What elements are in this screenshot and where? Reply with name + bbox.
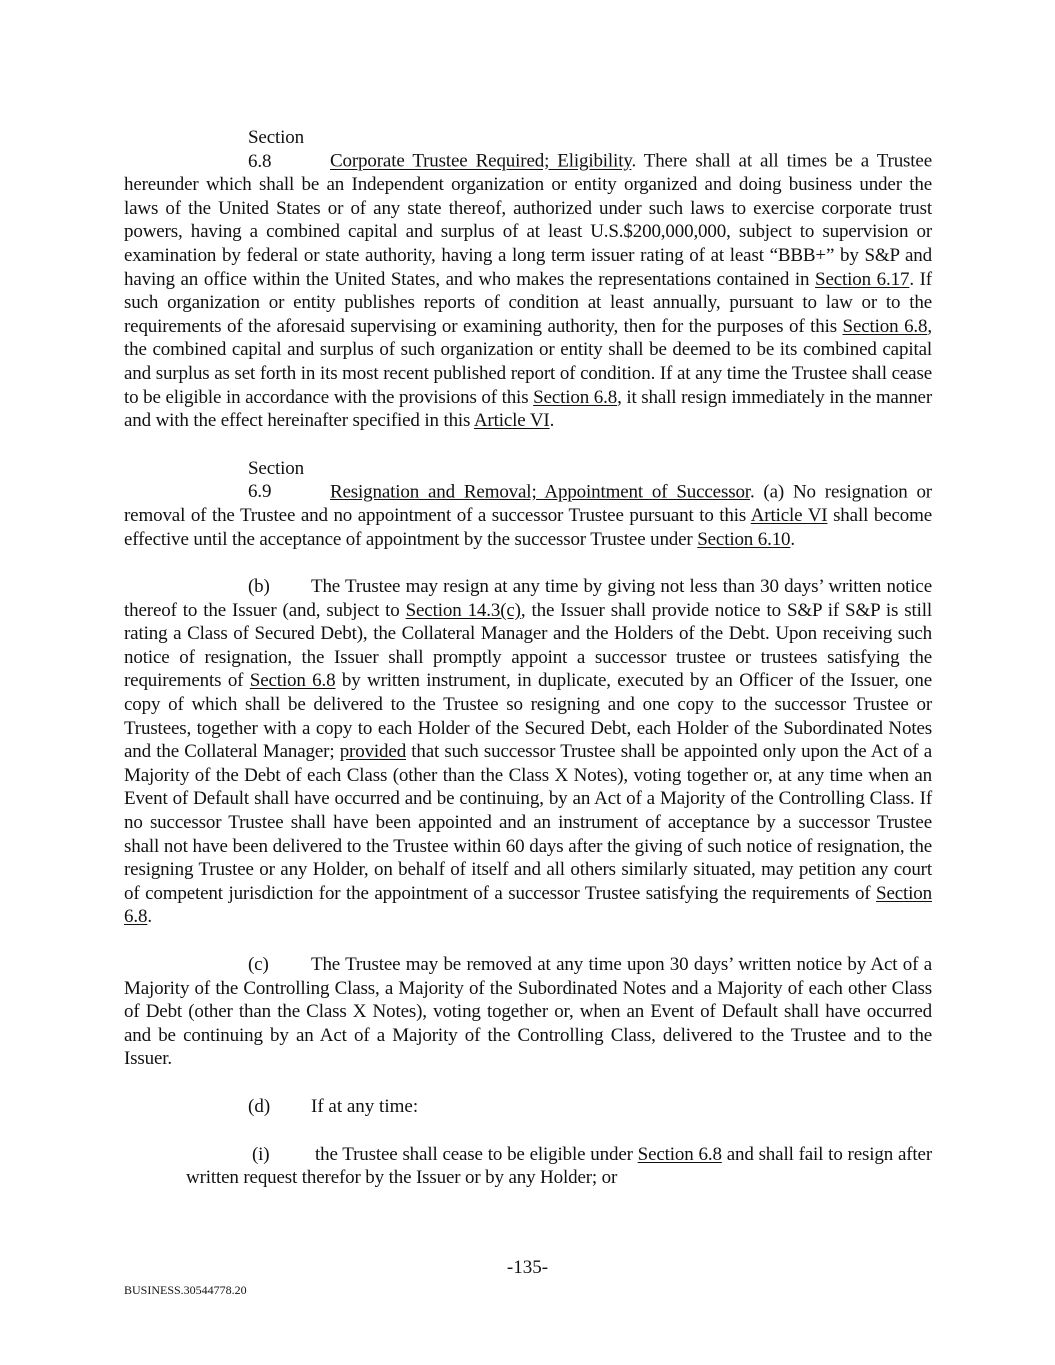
section-14-3-c-link[interactable]: Section 14.3(c) <box>405 599 521 621</box>
section-6-9-label: Section 6.9 <box>248 457 304 503</box>
section-6-17-link[interactable]: Section 6.17 <box>815 268 910 290</box>
clause-b-label: (b) <box>248 576 270 598</box>
section-6-8-text: , the combined capital and surplus of such organization or entity shall be deemed to be its combined capital and surplus as set forth in its most recent published report of condition. If at any time the Trustee shall cease to be eligible in accordance with the provisions of this <box>124 315 932 408</box>
section-6-8-title: Corporate Trustee Required; Eligibility <box>330 150 632 172</box>
section-6-8-text: . If such organization or entity publishes reports of condition at least annually, pursuant to law or to the requirements of the aforesaid supervising or examining authority, then for the purposes of this <box>124 268 932 337</box>
clause-d-i-paragraph <box>124 1143 932 1190</box>
article-vi-link[interactable]: Article VI <box>473 410 550 432</box>
clause-d-text: If at any time: <box>311 1095 419 1117</box>
clause-b-text: , the Issuer shall provide notice to S&P if S&P is still rating a Class of Secured Debt), the Collateral Manager and the Holders of the Debt. Upon receiving such notice of resignation, the Issuer shall promptly appoint a successor trustee or trustees satisfying the requirements of <box>124 599 932 692</box>
clause-d-paragraph <box>124 1095 932 1119</box>
clause-c-paragraph <box>124 953 932 1071</box>
clause-d-i-label: (i) <box>252 1143 270 1165</box>
page-number: -135- <box>506 1257 549 1278</box>
section-6-8-link[interactable]: Section 6.8 <box>637 1143 722 1165</box>
section-6-9-text: . (a) No resignation or removal of the Trustee and no appointment of a successor Trustee pursuant to this <box>124 481 932 526</box>
section-6-9-text: . <box>790 528 796 550</box>
clause-b-text: by written instrument, in duplicate, executed by an Officer of the Issuer, one copy of which shall be delivered to the Trustee so resigning and one copy to the successor Trustee or Trustees, together with a copy to each Holder of the Secured Debt, each Holder of the Subordinated Notes and the Collateral Manager; <box>124 670 932 763</box>
clause-b-text: The Trustee may resign at any time by giving not less than 30 days’ written notice thereof to the Issuer (and, subject to <box>124 576 932 621</box>
clause-d-label: (d) <box>248 1095 271 1117</box>
clause-b-text: . <box>147 906 152 928</box>
section-6-8-label: Section 6.8 <box>248 127 304 172</box>
section-6-8-text: . <box>549 410 555 432</box>
clause-c-label: (c) <box>248 954 269 975</box>
clause-d-i-text: the Trustee shall cease to be eligible under <box>315 1143 638 1165</box>
section-6-8-text: , it shall resign immediately in the manner and with the effect hereinafter specified in this <box>124 386 933 432</box>
provided-term: provided <box>339 741 407 763</box>
clause-d-i-text: and shall fail to resign after written request therefor by the Issuer or by any Holder; or <box>186 1143 933 1189</box>
clause-c-text: The Trustee may be removed at any time upon 30 days’ written notice by Act of a Majority of the Controlling Class, a Majority of the Subordinated Notes and a Majority of each other Class of Debt (other than the Class X Notes), voting together or, when an Event of Default shall have occurred and be continuing by an Act of a Majority of the Controlling Class, delivered to the Trustee and to the Issuer. <box>124 954 932 1070</box>
section-6-8-link[interactable]: Section 6.8 <box>124 882 932 928</box>
article-vi-link[interactable]: Article VI <box>750 504 828 526</box>
section-6-8-link[interactable]: Section 6.8 <box>249 670 336 692</box>
section-6-8-link[interactable]: Section 6.8 <box>533 386 618 408</box>
document-page <box>124 126 932 1214</box>
clause-b-paragraph <box>124 575 932 929</box>
section-6-8-text: . There shall at all times be a Trustee hereunder which shall be an Independent organization or entity organized and doing business under the laws of the United States or of any state thereof, authorized under such laws to exercise corporate trust powers, having a combined capital and surplus of at least U.S.$200,000,000, subject to supervision or examination by federal or state authority, having a long term issuer rating of at least “BBB+” by S&P and having an office within the United States, and who makes the representations contained in <box>124 150 932 290</box>
clause-b-text: that such successor Trustee shall be appointed only upon the Act of a Majority of the Debt of each Class (other than the Class X Notes), voting together or, at any time when an Event of Default shall have occurred and be continuing, by an Act of a Majority of the Controlling Class. If no successor Trustee shall have been appointed and an instrument of acceptance by a successor Trustee shall not have been delivered to the Trustee within 60 days after the giving of such notice of resignation, the resigning Trustee or any Holder, on behalf of itself and all others similarly situated, may petition any court of competent jurisdiction for the appointment of a successor Trustee satisfying the requirements of <box>124 741 932 904</box>
section-6-9-text: shall become effective until the acceptance of appointment by the successor Trustee under <box>124 504 932 550</box>
section-6-9-paragraph <box>124 457 932 551</box>
section-6-9-title: Resignation and Removal; Appointment of Successor <box>330 481 750 503</box>
section-6-10-link[interactable]: Section 6.10 <box>697 528 791 550</box>
section-6-8-paragraph <box>124 126 932 433</box>
document-id: BUSINESS.30544778.20 <box>124 1283 247 1297</box>
section-6-8-link[interactable]: Section 6.8 <box>842 315 928 337</box>
